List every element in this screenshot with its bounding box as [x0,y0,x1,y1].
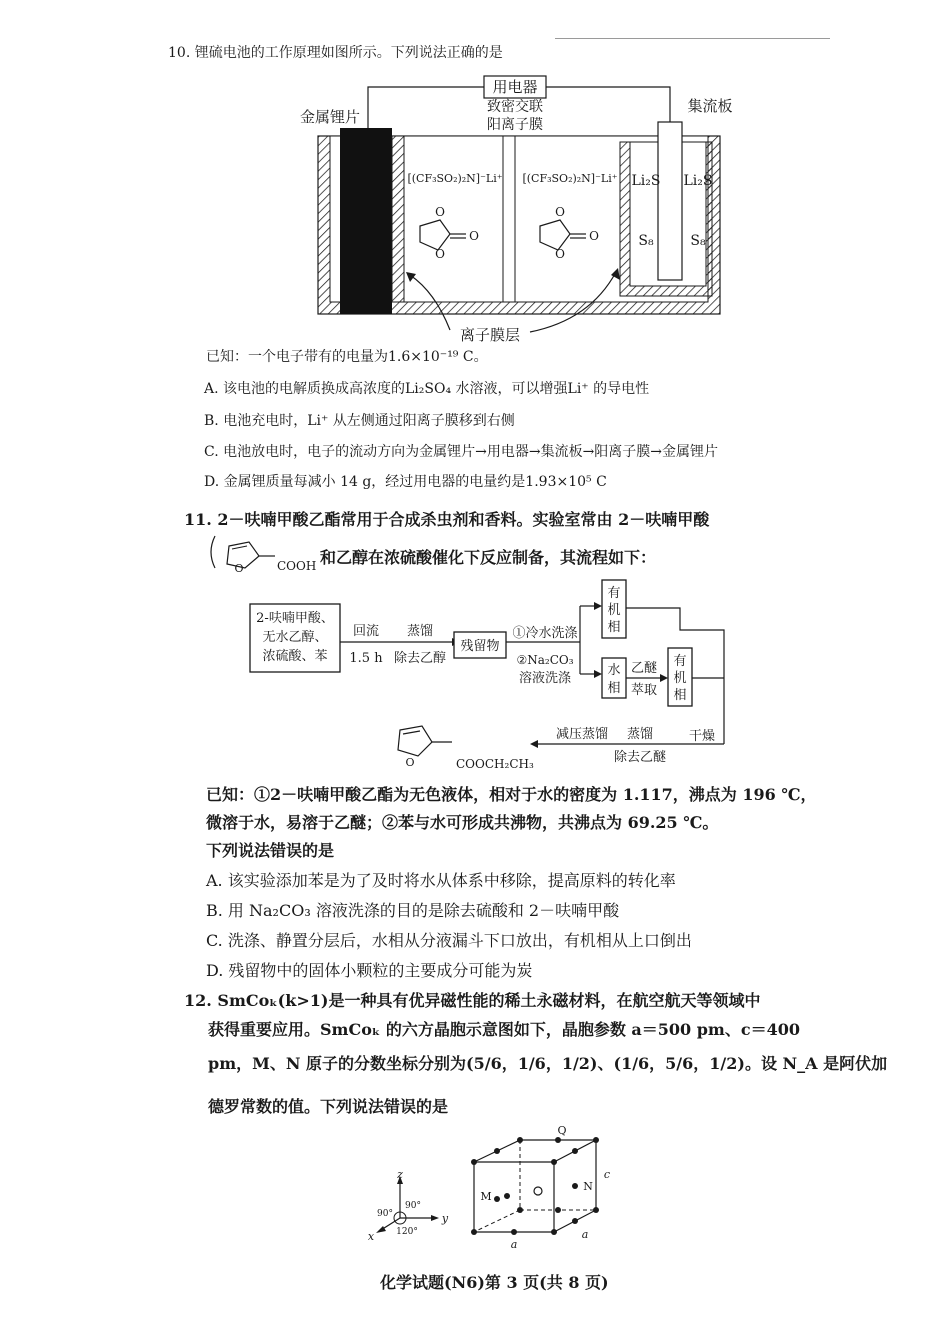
q10-stem: 10. 锂硫电池的工作原理如图所示。下列说法正确的是 [168,45,503,61]
svg-text:有: 有 [673,654,687,669]
flow-step1-bottom: 1.5 h [349,651,383,666]
q12-line-1: 12. SmCoₖ(k>1)是一种具有优异磁性能的稀土永磁材料，在航空航天等领域中 [184,991,761,1010]
svg-text:机: 机 [607,603,621,618]
axis-z: z [397,1170,403,1181]
angle-2: 90° [377,1209,393,1219]
svg-text:相: 相 [607,620,621,635]
svg-text:O: O [435,205,445,219]
flow-start-line-1: 2-呋喃甲酸、 [256,611,334,626]
membrane-label-2: 阳离子膜 [487,117,543,133]
lithium-anode [340,128,392,314]
axis-y: y [441,1212,449,1225]
flow-residue: 残留物 [460,639,500,654]
q11-known-1: 已知：①2－呋喃甲酸乙酯为无色液体，相对于水的密度为 1.117，沸点为 196 ℃， [206,785,817,804]
flow-wash-1: ①冷水洗涤 [512,626,578,641]
flow-step2-top: 蒸馏 [406,624,434,639]
flow-step1-top: 回流 [352,624,380,639]
product-group: COOCH₂CH₃ [456,757,534,771]
svg-text:相: 相 [607,681,621,696]
svg-text:O: O [469,229,479,243]
device-label: 用电器 [492,78,538,96]
axes-diagram [365,1170,450,1250]
q10-known: 已知：一个电子带有的电量为1.6×10⁻¹⁹ C。 [206,349,488,365]
angle-1: 90° [405,1201,421,1211]
s8-right: S₈ [690,233,706,249]
cation-membrane [503,136,515,302]
flow-dry: 干燥 [688,729,716,744]
q12-line-3: pm，M、N 原子的分数坐标分别为(5/6，1/6，1/2)、(1/6，5/6，1/2)。设 N_A 是阿伏加 [208,1054,888,1073]
q10-option-d: D. 金属锂质量每减小 14 g，经过用电器的电量约是1.93×10⁵ C [204,474,607,490]
atom-n [572,1183,578,1189]
flow-start-line-3: 浓硫酸、苯 [262,649,328,664]
svg-text:O: O [589,229,599,243]
flow-ether-2: 萃取 [630,683,658,698]
furoic-acid-structure [205,532,320,574]
s8-left: S₈ [638,233,654,249]
electrolyte-left: [(CF₃SO₂)₂N]⁻Li⁺ [407,172,503,185]
q11-option-d: D. 残留物中的固体小颗粒的主要成分可能为炭 [206,961,533,980]
right-wire [546,87,670,122]
header-rule [555,38,830,39]
flow-start-line-2: 无水乙醇、 [262,630,328,645]
svg-text:O: O [234,562,244,574]
q10-option-c: C. 电池放电时，电子的流动方向为金属锂片→用电器→集流板→阳离子膜→金属锂片 [204,444,719,460]
battery-diagram [300,70,740,345]
q11-stem-2: 和乙醇在浓硫酸催化下反应制备，其流程如下： [320,548,657,567]
q11-option-a: A. 该实验添加苯是为了及时将水从体系中移除，提高原料的转化率 [206,871,676,890]
anode-label: 金属锂片 [300,108,361,126]
flowchart [240,578,740,778]
collector-label: 集流板 [687,97,733,115]
flow-distill-top: 蒸馏 [626,727,654,742]
q12-line-4: 德罗常数的值。下列说法错误的是 [208,1097,449,1116]
axis-x: x [367,1230,375,1243]
ion-membrane-layer-left [392,136,404,302]
svg-text:O: O [405,756,415,769]
q11-ask: 下列说法错误的是 [206,841,335,860]
svg-text:有: 有 [607,586,621,601]
svg-text:O: O [555,205,565,219]
label-m: M [480,1190,492,1203]
flow-wash-3: 溶液洗涤 [518,671,572,686]
label-a-1: a [510,1238,518,1251]
membrane-label-1: 致密交联 [487,99,543,115]
atom-m [504,1193,510,1199]
svg-text:O: O [555,247,565,261]
label-a-2: a [581,1228,589,1241]
svg-text:水: 水 [607,663,621,678]
svg-text:O: O [435,247,445,261]
q10-option-b: B. 电池充电时，Li⁺ 从左侧通过阳离子膜移到右侧 [204,413,515,429]
page-footer: 化学试题(N6)第 3 页(共 8 页) [380,1273,609,1292]
svg-text:相: 相 [673,688,687,703]
electrolyte-right: [(CF₃SO₂)₂N]⁻Li⁺ [522,172,618,185]
q11-stem-1: 11. 2－呋喃甲酸乙酯常用于合成杀虫剂和香料。实验室常由 2－呋喃甲酸 [184,510,710,529]
flow-vacuum: 减压蒸馏 [555,727,609,742]
li2s-right: Li₂S [683,173,713,189]
q11-option-c: C. 洗涤、静置分层后，水相从分液漏斗下口放出，有机相从上口倒出 [206,931,692,950]
label-c: c [603,1168,611,1181]
q11-option-b: B. 用 Na₂CO₃ 溶液洗涤的目的是除去硫酸和 2－呋喃甲酸 [206,901,620,920]
crystal-cell-diagram [462,1120,622,1255]
q11-known-2: 微溶于水，易溶于乙醚；②苯与水可形成共沸物，共沸点为 69.25 ℃。 [206,813,719,832]
product-structure [398,726,452,756]
label-n: N [583,1180,593,1193]
label-q: Q [557,1124,567,1137]
svg-text:机: 机 [673,671,687,686]
q10-option-a: A. 该电池的电解质换成高浓度的Li₂SO₄ 水溶液，可以增强Li⁺ 的导电性 [204,381,650,397]
membrane-layer-label: 离子膜层 [459,326,521,344]
flow-distill-bottom: 除去乙醚 [613,750,667,765]
flow-step2-bottom: 除去乙醇 [393,651,447,666]
flow-wash-2: ②Na₂CO₃ [516,653,574,667]
cooh-label: COOH [277,559,317,573]
atom-center [534,1187,542,1195]
angle-3: 120° [396,1227,418,1237]
left-wire [368,87,484,130]
current-collector [658,122,682,280]
flow-ether-1: 乙醚 [630,661,658,676]
li2s-left: Li₂S [631,173,661,189]
q12-line-2: 获得重要应用。SmCoₖ 的六方晶胞示意图如下，晶胞参数 a＝500 pm、c＝400 [208,1020,801,1039]
